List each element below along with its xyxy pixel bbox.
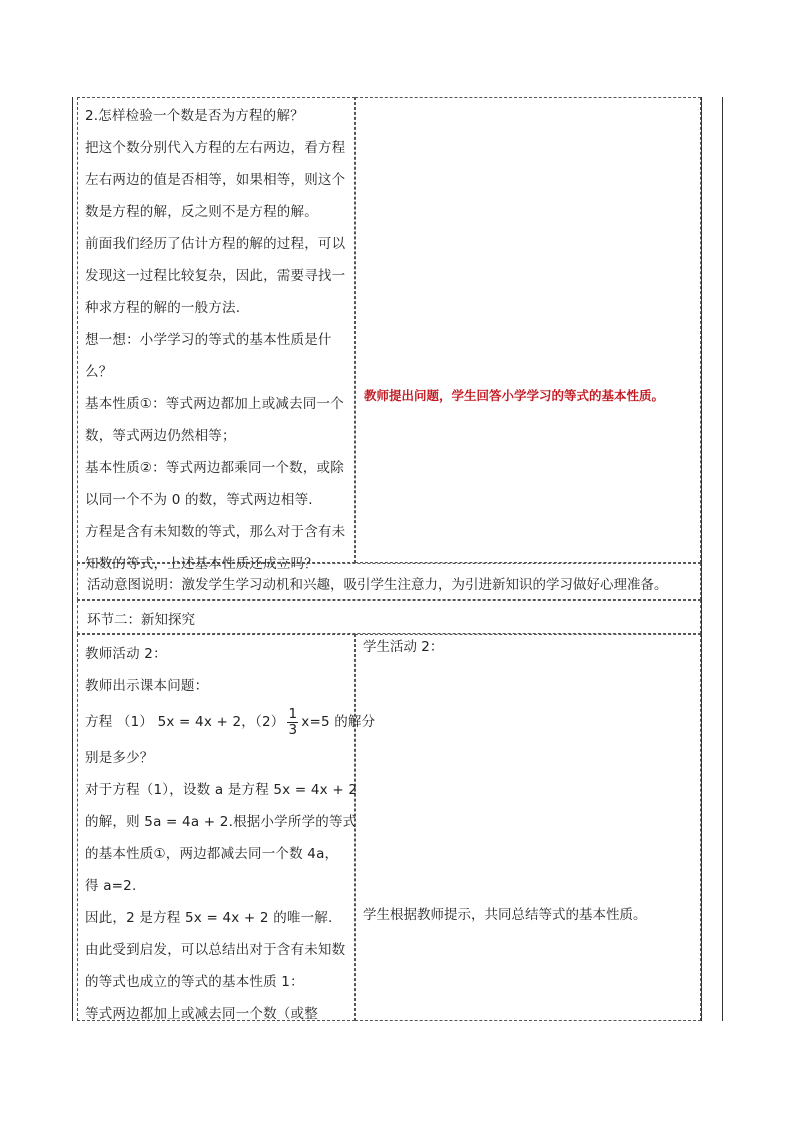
section1-line: 2.怎样检验一个数是否为方程的解？ bbox=[85, 108, 304, 124]
section2-line: 等式两边都加上或减去同一个数（或整 bbox=[85, 1006, 318, 1022]
section2-line: 的基本性质①，两边都减去同一个数 4a， bbox=[85, 846, 339, 862]
section2-teacher-cell bbox=[77, 634, 376, 1022]
equation-text-before: 方程 （1） 5x = 4x + 2，（2） bbox=[85, 714, 285, 730]
stage-cell bbox=[77, 600, 701, 634]
fraction-denominator: 3 bbox=[288, 721, 298, 738]
section2-line: 教师活动 2： bbox=[85, 646, 167, 662]
section2-line: 对于方程（1），设数 a 是方程 5x = 4x + 2 bbox=[85, 782, 358, 798]
section1-line: 发现这一过程比较复杂，因此，需要寻找一 bbox=[85, 268, 346, 284]
section1-line: 么？ bbox=[85, 364, 113, 380]
section2-line: 因此，2 是方程 5x = 4x + 2 的唯一解. bbox=[85, 910, 333, 926]
table-outer-right-border bbox=[722, 97, 723, 1021]
section2-student-title: 学生活动 2： bbox=[363, 639, 444, 655]
intent-cell bbox=[77, 563, 701, 600]
section1-line: 前面我们经历了估计方程的解的过程，可以 bbox=[85, 236, 346, 252]
equation-text-after: x=5 的解分 bbox=[301, 714, 376, 730]
section2-line: 教师出示课本问题： bbox=[85, 678, 209, 694]
section1-line: 知数的等式，上述基本性质还成立吗？ bbox=[85, 556, 318, 572]
section1-line: 基本性质②：等式两边都乘同一个数，或除 bbox=[85, 460, 344, 476]
table-inner-right-border bbox=[701, 97, 702, 1021]
section2-line: 的解，则 5a = 4a + 2.根据小学所学的等式 bbox=[85, 814, 357, 830]
lesson-table bbox=[72, 97, 723, 1021]
section1-teacher-cell bbox=[77, 97, 355, 572]
section1-student-text: 教师提出问题，学生回答小学学习的等式的基本性质。 bbox=[364, 388, 665, 403]
intent-text: 活动意图说明：激发学生学习动机和兴趣，吸引学生注意力，为引进新知识的学习做好心理准备。 bbox=[87, 577, 668, 593]
section2-student-cell bbox=[355, 634, 701, 1021]
section2-equation-line bbox=[85, 702, 376, 742]
section1-line: 种求方程的解的一般方法. bbox=[85, 300, 241, 316]
section1-line: 想一想：小学学习的等式的基本性质是什 bbox=[85, 332, 332, 348]
section1-student-cell bbox=[355, 97, 701, 563]
section1-line: 数是方程的解，反之则不是方程的解。 bbox=[85, 204, 318, 220]
section2-line: 由此受到启发，可以总结出对于含有未知数 bbox=[85, 942, 346, 958]
section2-line: 得 a=2. bbox=[85, 878, 137, 894]
fraction-one-third bbox=[287, 707, 298, 738]
section1-line: 数，等式两边仍然相等； bbox=[85, 428, 236, 444]
section1-line: 左右两边的值是否相等，如果相等，则这个 bbox=[85, 172, 346, 188]
section2-student-text: 学生根据教师提示，共同总结等式的基本性质。 bbox=[363, 907, 647, 923]
section2-line: 的等式也成立的等式的基本性质 1： bbox=[85, 974, 304, 990]
section2-line: 别是多少？ bbox=[85, 750, 154, 766]
fraction-numerator: 1 bbox=[288, 705, 298, 722]
section1-line: 把这个数分别代入方程的左右两边，看方程 bbox=[85, 140, 346, 156]
section1-line: 方程是含有未知数的等式，那么对于含有未 bbox=[85, 524, 346, 540]
stage-title: 环节二：新知探究 bbox=[87, 612, 195, 628]
section1-line: 以同一个不为 0 的数，等式两边相等. bbox=[85, 492, 313, 508]
section1-line: 基本性质①：等式两边都加上或减去同一个 bbox=[85, 396, 344, 412]
